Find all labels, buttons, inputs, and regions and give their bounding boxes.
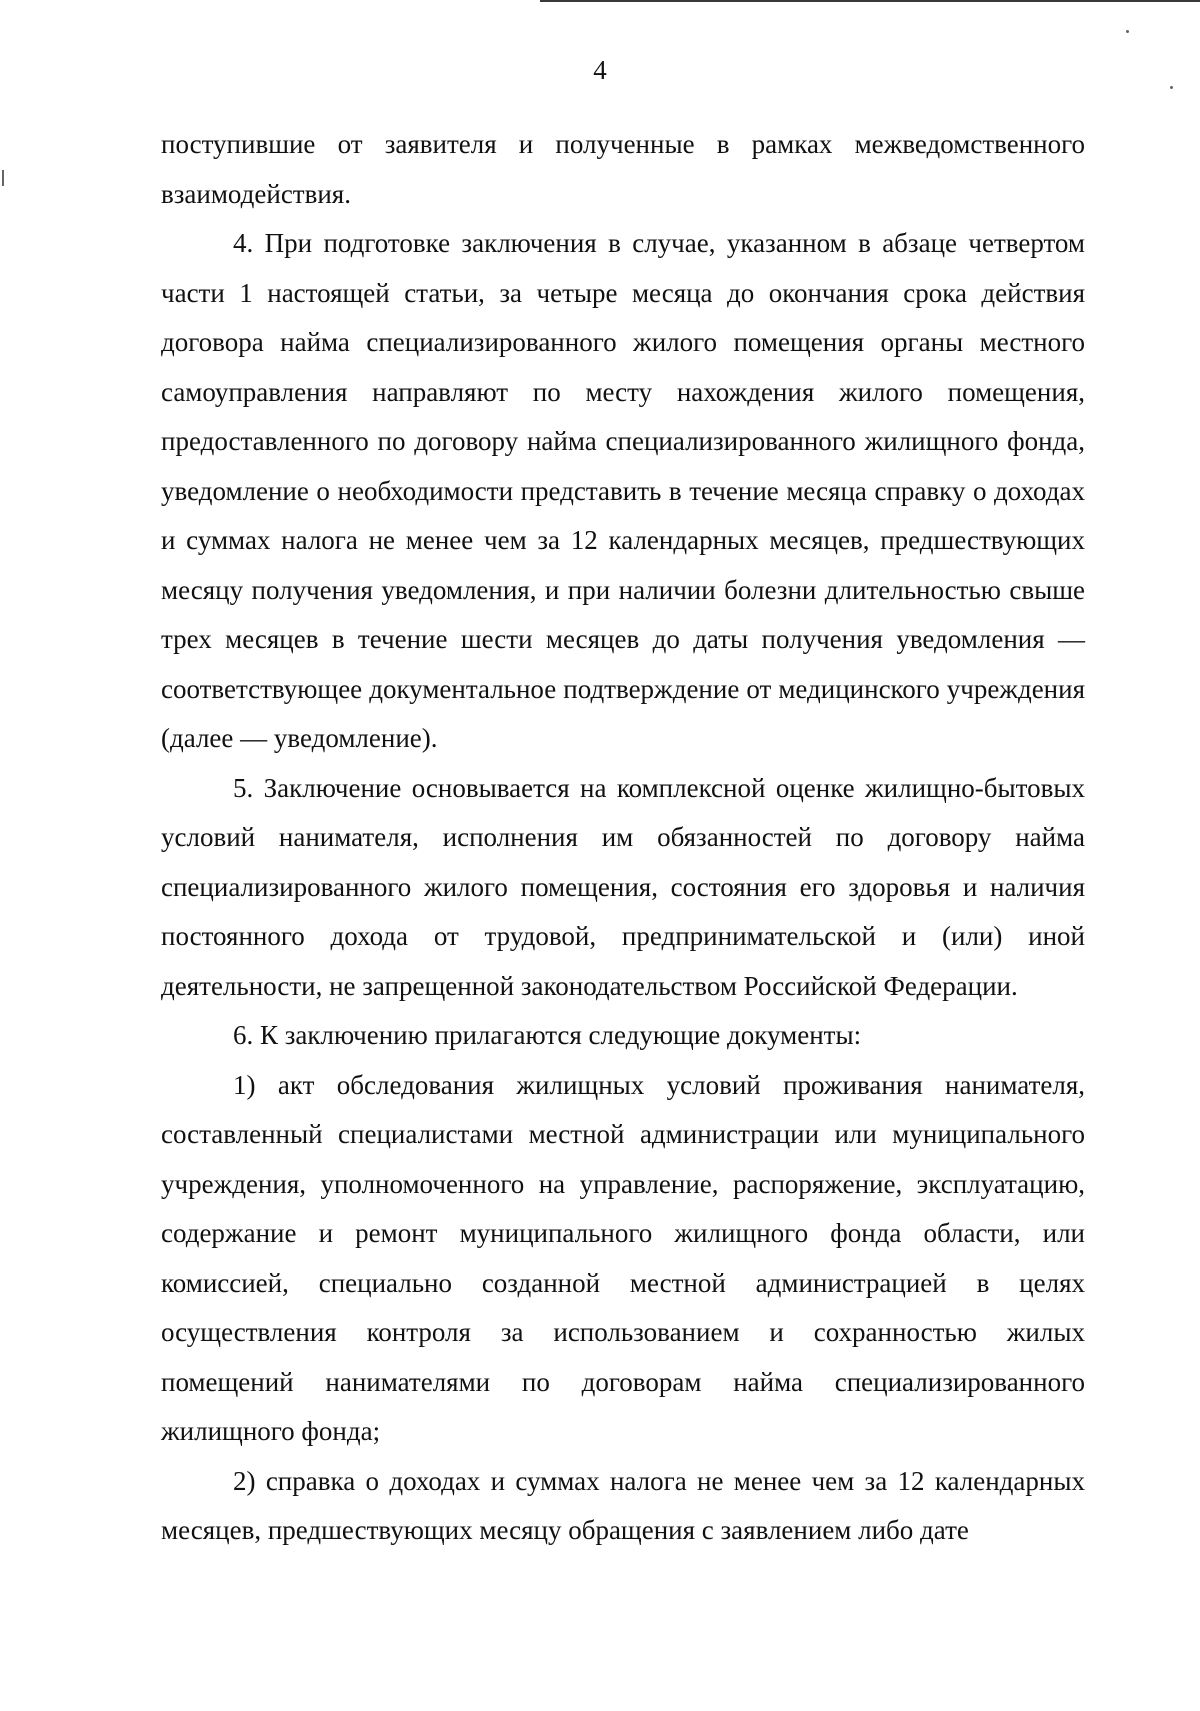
document-body: [161, 120, 1085, 1556]
paragraph-subitem-2: 2) справка о доходах и суммах налога не менее чем за 12 календарных месяцев, предшествующих месяцу обращения с заявлением либо дате: [161, 1465, 1085, 1545]
scan-edge-line: [540, 0, 1200, 2]
paragraph-item-4: 4. При подготовке заключения в случае, указанном в абзаце четвертом части 1 настоящей статьи, за четыре месяца до окончания срока действия договора найма специализированного жилого помещения органы местного самоуправления направляют по месту нахождения жилого помещения, предоставленного по договору найма специализированного жилищного фонда, уведомление о необходимости представить в течение месяца справку о доходах и суммах налога не менее чем за 12 календарных месяцев, предшествующих месяцу получения уведомления, и при наличии болезни длительностью свыше трех месяцев в течение шести месяцев до даты получения уведомления — соответствующее документальное подтверждение от медицинского учреждения (далее — уведомление).: [161, 228, 1085, 753]
page-number: 4: [593, 55, 607, 85]
paragraph-item-6: 6. К заключению прилагаются следующие документы:: [233, 1020, 862, 1050]
paragraph-continuation: поступившие от заявителя и полученные в рамках межведомственного взаимодействия.: [161, 129, 1085, 209]
paragraph-item-5: 5. Заключение основывается на комплексной оценке жилищно-бытовых условий нанимателя, исполнения им обязанностей по договору найма специализированного жилого помещения, состояния его здоровья и наличия постоянного дохода от трудовой, предпринимательской и (или) иной деятельности, не запрещенной законодательством Российской Федерации.: [161, 772, 1085, 1001]
scan-speck: [2, 170, 4, 186]
paragraph-subitem-1: 1) акт обследования жилищных условий проживания нанимателя, составленный специалистами местной администрации или муниципального учреждения, уполномоченного на управление, распоряжение, эксплуатацию, содержание и ремонт муниципального жилищного фонда области, или комиссией, специально созданной местной администрацией в целях осуществления контроля за использованием и сохранностью жилых помещений нанимателями по договорам найма специализированного жилищного фонда;: [161, 1069, 1085, 1446]
scan-speck: [1126, 30, 1129, 33]
